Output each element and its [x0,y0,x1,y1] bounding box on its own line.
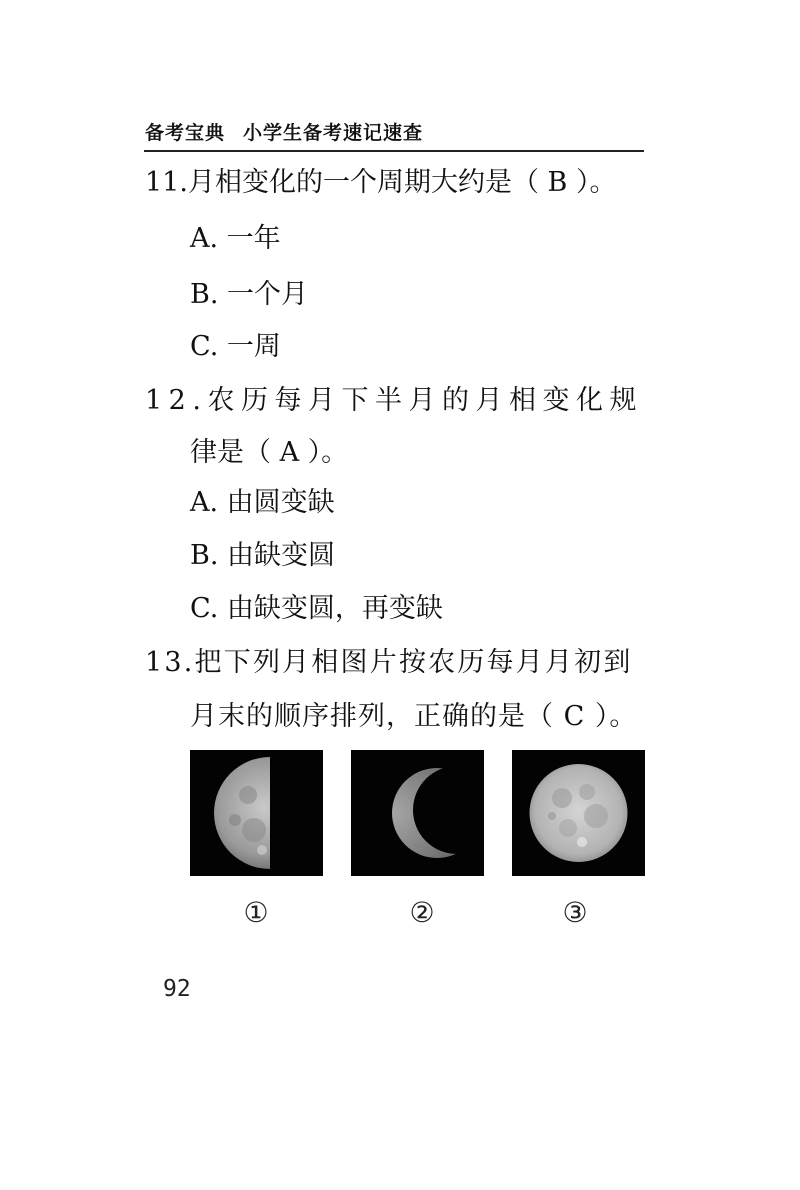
question-12-option-c: C. 由缺变圆，再变缺 [190,593,443,624]
book-title: 备考宝典 [145,122,226,144]
first-quarter-moon-icon [190,750,323,876]
question-11-option-a: A. 一年 [190,223,281,254]
header-rule [144,150,644,152]
moon-image-1-first-quarter [190,750,323,876]
question-11-option-b: B. 一个月 [190,279,309,310]
question-11-stem: 11.月相变化的一个周期大约是（ B ）。 [145,167,617,198]
question-12-stem-line1: 12.农历每月下半月的月相变化规 [145,385,643,416]
question-12-option-a: A. 由圆变缺 [190,487,335,518]
moon-image-2-waxing-crescent [351,750,484,876]
image-label-3: ③ [562,896,588,929]
moon-image-3-full-moon [512,750,645,876]
image-label-1: ① [243,896,269,929]
image-label-2: ② [409,896,435,929]
question-13-stem-line2: 月末的顺序排列，正确的是（ C ）。 [190,701,638,732]
question-11-option-c: C. 一周 [190,331,281,362]
running-header [145,118,423,145]
crescent-moon-icon [351,750,484,876]
full-moon-icon [512,750,645,876]
book-subtitle: 小学生备考速记速查 [243,122,424,144]
page-number: 92 [163,976,191,1002]
question-12-stem-line2: 律是（ A ）。 [190,437,349,468]
question-12-option-b: B. 由缺变圆 [190,540,336,571]
question-13-stem-line1: 13.把下列月相图片按农历每月月初到 [145,647,633,678]
